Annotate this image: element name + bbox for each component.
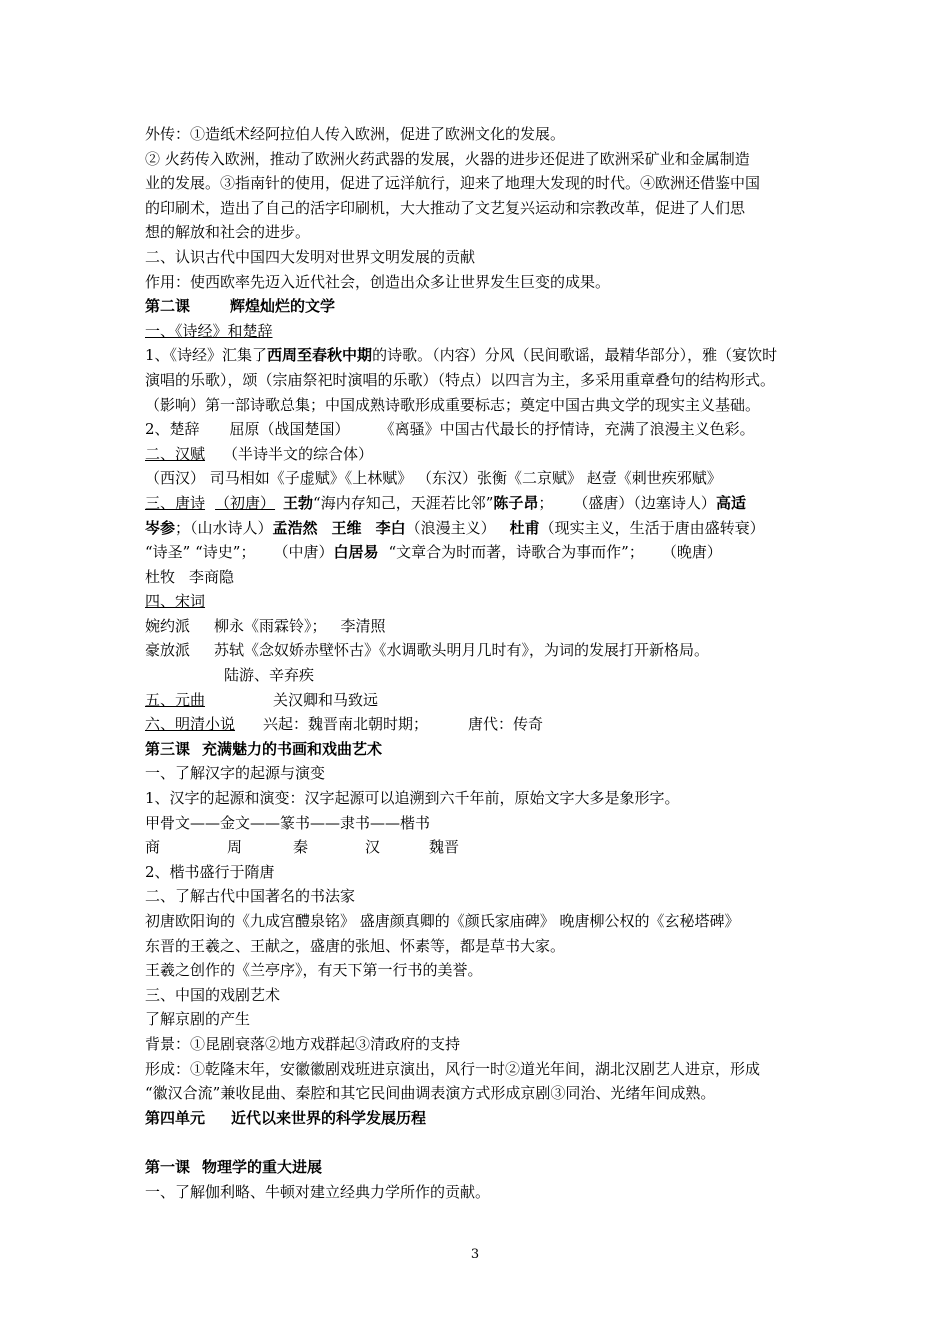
text-line: 豪放派 苏轼《念奴娇赤壁怀古》《水调歌头明月几时有》，为词的发展打开新格局。 — [145, 641, 710, 660]
text-line: “徽汉合流”兼收昆曲、秦腔和其它民间曲调表演方式形成京剧③同治、光绪年间成熟。 — [145, 1084, 716, 1103]
text-line: 背景：①昆剧衰落②地方戏群起③清政府的支持 — [145, 1034, 461, 1053]
document-body — [145, 122, 810, 1204]
text-line: 三、唐诗 （初唐） 王勃“海内存知己，天涯若比邻”陈子昂； （盛唐）（边塞诗人）高适 — [145, 493, 746, 512]
section-heading: 五、元曲 关汉卿和马致远 — [145, 690, 379, 709]
text-line: （影响）第一部诗歌总集；中国成熟诗歌形成重要标志；奠定中国古典文学的现实主义基础。 — [145, 395, 761, 414]
text-line: “诗圣” “诗史”； （中唐）白居易 “文章合为时而著，诗歌合为事而作”； （晚唐） — [145, 543, 722, 562]
blank-line — [145, 1130, 810, 1155]
section-heading: 四、宋词 — [145, 592, 206, 611]
lesson-number: 第二课 — [145, 297, 191, 316]
text-line: 婉约派 柳永《雨霖铃》； 李清照 — [145, 616, 386, 635]
section-heading: 一、了解汉字的起源与演变 — [145, 764, 326, 783]
text-line: （西汉） 司马相如《子虚赋》《上林赋》 （东汉）张衡《二京赋》 赵壹《刺世疾邪赋》 — [145, 469, 722, 488]
text-line: 杜牧 李商隐 — [145, 567, 235, 586]
text-line: 想的解放和社会的进步。 — [145, 223, 311, 242]
text-line: 业的发展。③指南针的使用，促进了远洋航行，迎来了地理大发现的时代。④欧洲还借鉴中国 — [145, 174, 761, 193]
section-heading: 一、《诗经》和楚辞 — [145, 321, 273, 340]
text-line: 东晋的王羲之、王献之，盛唐的张旭、怀素等，都是草书大家。 — [145, 936, 566, 955]
section-heading: 二、认识古代中国四大发明对世界文明发展的贡献 — [145, 247, 476, 266]
text-line: 王羲之创作的《兰亭序》，有天下第一行书的美誉。 — [145, 961, 483, 980]
text-line: 了解京剧的产生 — [145, 1010, 251, 1029]
text-line: 2、楚辞 屈原（战国楚国） 《离骚》中国古代最长的抒情诗，充满了浪漫主义色彩。 — [145, 420, 755, 439]
page-number: 3 — [470, 1247, 480, 1262]
text-line: 1、汉字的起源和演变：汉字起源可以追溯到六千年前，原始文字大多是象形字。 — [145, 789, 680, 808]
text-line: 2、楷书盛行于隋唐 — [145, 862, 275, 881]
text-line: 陆游、辛弃疾 — [224, 666, 315, 685]
unit-heading: 第四单元 近代以来世界的科学发展历程 — [145, 1108, 427, 1127]
text-line: 1、《诗经》汇集了西周至春秋中期的诗歌。（内容）分风（民间歌谣，最精华部分），雅（宴饮时 — [145, 346, 778, 365]
text-line: 外传：①造纸术经阿拉伯人传入欧洲，促进了欧洲文化的发展。 — [145, 125, 566, 143]
section-heading: 二、汉赋 （半诗半文的综合体） — [145, 444, 374, 463]
lesson-heading — [145, 294, 810, 319]
section-heading: 二、了解古代中国著名的书法家 — [145, 887, 356, 906]
section-heading: 一、了解伽利略、牛顿对建立经典力学所作的贡献。 — [145, 1182, 491, 1201]
section-heading: 六、明清小说 兴起：魏晋南北朝时期； 唐代：传奇 — [145, 715, 544, 734]
dynasty-row: 商 周 秦 汉 魏晋 — [145, 838, 460, 857]
text-line: 作用：使西欧率先迈入近代社会，创造出众多让世界发生巨变的成果。 — [145, 272, 611, 291]
text-line: 岑参；（山水诗人）孟浩然 王维 李白（浪漫主义） 杜甫（现实主义，生活于唐由盛转衰） — [145, 518, 765, 537]
text-line: 初唐欧阳询的《九成宫醴泉铭》 盛唐颜真卿的《颜氏家庙碑》 晚唐柳公权的《玄秘塔碑》 — [145, 912, 740, 930]
section-heading: 三、中国的戏剧艺术 — [145, 985, 281, 1004]
text-line: 的印刷术，造出了自己的活字印刷机，大大推动了文艺复兴运动和宗教改革，促进了人们思 — [145, 198, 746, 217]
lesson-heading: 第一课 物理学的重大进展 — [145, 1157, 323, 1176]
lesson-heading: 第三课 充满魅力的书画和戏曲艺术 — [145, 739, 383, 758]
lesson-title: 辉煌灿烂的文学 — [230, 297, 336, 316]
text-line: 甲骨文——金文——篆书——隶书——楷书 — [145, 813, 431, 832]
text-line: 形成：①乾隆末年，安徽徽剧戏班进京演出，风行一时②道光年间，湖北汉剧艺人进京，形成 — [145, 1059, 761, 1078]
text-line: ② 火药传入欧洲，推动了欧洲火药武器的发展，火器的进步还促进了欧洲采矿业和金属制造 — [145, 149, 750, 168]
text-line: 演唱的乐歌），颂（宗庙祭祀时演唱的乐歌）（特点）以四言为主，多采用重章叠句的结构形式。 — [145, 370, 776, 389]
